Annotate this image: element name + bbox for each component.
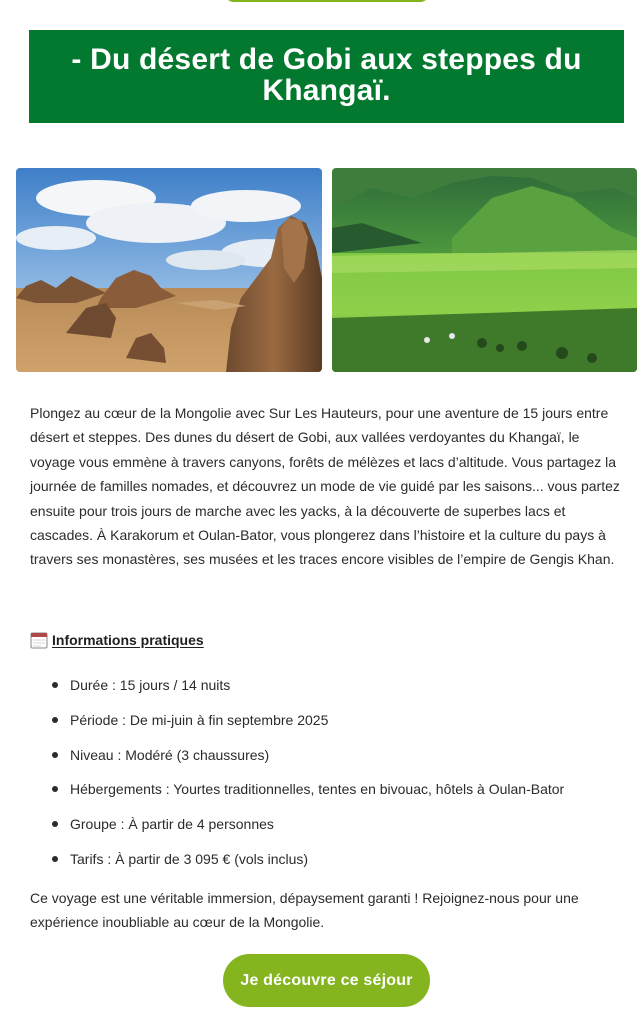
page-title: - Du désert de Gobi aux steppes du Khangaï. (71, 42, 582, 107)
bullet-icon (52, 752, 58, 758)
practical-info-heading (30, 631, 204, 649)
info-duration: Durée : 15 jours / 14 nuits (70, 677, 231, 693)
bullet-icon (52, 717, 58, 723)
discover-trip-button[interactable]: Je découvre ce séjour (223, 954, 430, 1007)
info-group: Groupe : À partir de 4 personnes (70, 816, 274, 833)
info-level: Niveau : Modéré (3 chaussures) (70, 746, 270, 763)
gobi-desert-photo (16, 168, 322, 372)
calendar-icon (30, 631, 48, 649)
title-banner (29, 30, 624, 123)
khangai-valley-image (332, 168, 637, 372)
list-item (52, 743, 564, 778)
list-item (52, 847, 564, 882)
bullet-icon (52, 682, 58, 688)
list-item (52, 673, 564, 708)
khangai-valley-photo (332, 168, 637, 372)
gobi-desert-image (16, 168, 322, 372)
intro-paragraph-block (30, 401, 622, 572)
bullet-icon (52, 786, 58, 792)
practical-info-label: Informations pratiques (52, 632, 204, 648)
info-accommodation: Hébergements : Yourtes traditionnelles, tentes en bivouac, hôtels à Oulan-Bator (70, 781, 565, 798)
info-price: Tarifs : À partir de 3 095 € (vols inclus) (70, 850, 309, 867)
info-period: Période : De mi-juin à fin septembre 2025 (70, 711, 329, 728)
closing-paragraph-block (30, 886, 620, 935)
previous-cta-button-edge[interactable] (224, 0, 430, 2)
closing-text: Ce voyage est une véritable immersion, dépaysement garanti ! Rejoignez-nous pour une expérience inoubliable au cœur de la Mongolie. (30, 890, 579, 931)
bullet-icon (52, 821, 58, 827)
bullet-icon (52, 856, 58, 862)
list-item (52, 812, 564, 847)
list-item (52, 777, 564, 812)
list-item (52, 708, 564, 743)
practical-info-list (52, 673, 564, 882)
intro-text: Plongez au cœur de la Mongolie avec Sur Les Hauteurs, pour une aventure de 15 jours entre désert et steppes. Des dunes du désert de Gobi, aux vallées verdoyantes du Khangaï, le voyage vous emmène à travers canyons, forêts de mélèzes et lacs d’altitude. Vous partagez la journée de familles nomades, et découvrez un mode de vie guidé par les saisons... vous partez ensuite pour trois jours de marche avec les yacks, à la découverte de superbes lacs et cascades. À Karakorum et Oulan-Bator, vous plongerez dans l’histoire et la culture du pays à travers ses monastères, ses musées et les traces encore visibles de l’empire de Gengis Khan. (30, 405, 620, 568)
